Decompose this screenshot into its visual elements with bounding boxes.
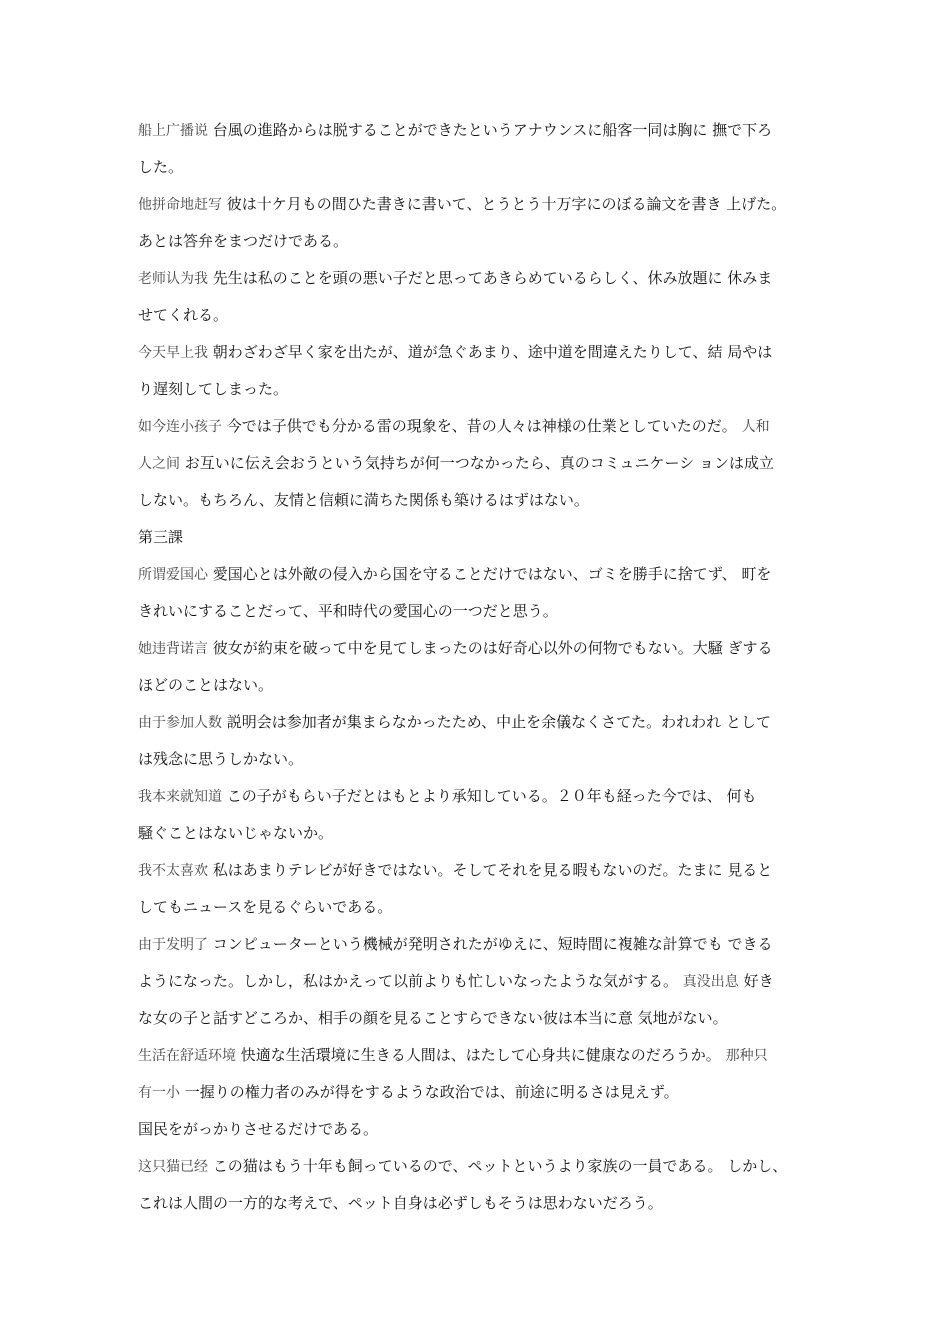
chinese-prompt: 由于参加人数: [138, 715, 222, 731]
text-line: [138, 408, 838, 445]
japanese-sentence: 彼女が約束を破って中を見てしまったのは好奇心以外の何物でもない。大騒 ぎする: [212, 639, 773, 657]
text-line: [138, 334, 838, 371]
text-line: [138, 186, 838, 223]
text-line: [138, 556, 838, 593]
chinese-prompt: 今天早上我: [138, 345, 208, 361]
text-line: [138, 778, 838, 815]
text-line: [138, 963, 838, 1000]
text-line: [138, 593, 838, 630]
japanese-sentence: 台風の進路からは脱することができたというアナウンスに船客一同は胸に 撫で下ろ: [212, 121, 773, 139]
chinese-prompt: 老师认为我: [138, 271, 208, 287]
text-line: [138, 1037, 838, 1074]
japanese-sentence: お互いに伝え会おうという気持ちが何一つなかったら、真のコミュニケーシ ョンは成立: [184, 454, 774, 472]
japanese-sentence: してもニュースを見るぐらいである。: [138, 898, 393, 916]
japanese-sentence: コンピューターという機械が発明されたがゆえに、短時間に複雑な計算でも できる: [212, 935, 773, 953]
japanese-sentence: しない。もちろん、友情と信頼に満ちた関係も築けるはずはない。: [138, 491, 589, 509]
text-line: [138, 445, 838, 482]
chinese-prompt: 我不太喜欢: [138, 863, 208, 879]
text-line: [138, 371, 838, 408]
japanese-sentence: 先生は私のことを頭の悪い子だと思ってあきらめているらしく、休み放題に 休みま: [212, 269, 773, 287]
japanese-sentence: 私はあまりテレビが好きではない。そしてそれを見る暇もないのだ。たまに 見ると: [212, 861, 773, 879]
japanese-sentence: な女の子と話すどころか、相手の顔を見ることすらできない彼は本当に意 気地がない。: [138, 1009, 728, 1027]
japanese-sentence: 快適な生活環境に生きる人間は、はたして心身共に健康なのだろうか。: [240, 1046, 721, 1064]
text-line: [138, 260, 838, 297]
text-line: [138, 889, 838, 926]
chinese-prompt: 生活在舒适环境: [138, 1048, 236, 1064]
japanese-sentence: この猫はもう十年も飼っているので、ペットというより家族の一員である。 しかし、: [212, 1157, 788, 1175]
japanese-sentence: 説明会は参加者が集まらなかったため、中止を余儀なくさてた。われわれ として: [226, 713, 771, 731]
text-line: [138, 1148, 838, 1185]
japanese-sentence: あとは答弁をまつだけである。: [138, 232, 349, 250]
chinese-prompt: 由于发明了: [138, 937, 208, 953]
text-line: [138, 1111, 838, 1148]
japanese-sentence: 朝わざわざ早く家を出たが、道が急ぐあまり、途中道を間違えたりして、結 局やは: [212, 343, 773, 361]
japanese-sentence: 国民をがっかりさせるだけである。: [138, 1120, 379, 1138]
chinese-prompt: 我本来就知道: [138, 789, 222, 805]
japanese-sentence: これは人間の一方的な考えで、ペット自身は必ずしもそうは思わないだろう。: [138, 1194, 663, 1212]
japanese-sentence: 今では子供でも分かる雷の現象を、昔の人々は神様の仕業としていたのだ。: [226, 417, 737, 435]
japanese-sentence: この子がもらい子だとはもとより承知している。２０年も経った今では、 何も: [226, 787, 757, 805]
japanese-sentence: きれいにすることだって、平和時代の愛国心の一つだと思う。: [138, 602, 558, 620]
chinese-prompt: 她违背诺言: [138, 641, 208, 657]
chinese-prompt: 真没出息: [682, 974, 739, 990]
chinese-prompt: 所谓爱国心: [138, 567, 208, 583]
text-line: [138, 815, 838, 852]
chinese-prompt: 人之间: [138, 456, 180, 472]
chinese-prompt: 这只猫已经: [138, 1159, 208, 1175]
chinese-prompt: 船上广播说: [138, 123, 208, 139]
text-line: [138, 926, 838, 963]
text-line: [138, 149, 838, 186]
chinese-prompt: 如今连小孩子: [138, 419, 222, 435]
text-line: [138, 630, 838, 667]
japanese-sentence: 一握りの権力者のみが得をするような政治では、前途に明るさは見えず。: [184, 1083, 679, 1101]
text-line: [138, 704, 838, 741]
text-line: [138, 667, 838, 704]
japanese-sentence: 好き: [743, 972, 774, 990]
chinese-prompt: 那种只: [725, 1048, 768, 1064]
japanese-sentence: 騒ぐことはないじゃないか。: [138, 824, 334, 842]
text-line: [138, 852, 838, 889]
japanese-sentence: した。: [138, 158, 184, 176]
japanese-sentence: ようになった。しかし，私はかえって以前よりも忙しいなったような気がする。: [138, 972, 679, 990]
document-body: [138, 112, 838, 1222]
japanese-sentence: 愛国心とは外敵の侵入から国を守ることだけではない、ゴミを勝手に捨てず、 町を: [212, 565, 772, 583]
chinese-prompt: 有一小: [138, 1085, 180, 1101]
chinese-prompt: 人和: [741, 419, 770, 435]
text-line: [138, 1000, 838, 1037]
text-line: [138, 297, 838, 334]
text-line: [138, 1185, 838, 1222]
chinese-prompt: 他拼命地赶写: [138, 197, 222, 213]
section-heading: 第三課: [138, 528, 184, 546]
text-line: [138, 1074, 838, 1111]
japanese-sentence: り遅刻してしまった。: [138, 380, 289, 398]
japanese-sentence: せてくれる。: [138, 306, 229, 324]
text-line: [138, 112, 838, 149]
text-line: [138, 482, 838, 519]
japanese-sentence: ほどのことはない。: [138, 676, 274, 694]
japanese-sentence: 彼は十ケ月もの間ひた書きに書いて、とうとう十万字にのぼる論文を書き 上げた。: [226, 195, 787, 213]
text-line: [138, 741, 838, 778]
japanese-sentence: は残念に思うしかない。: [138, 750, 304, 768]
text-line: [138, 223, 838, 260]
